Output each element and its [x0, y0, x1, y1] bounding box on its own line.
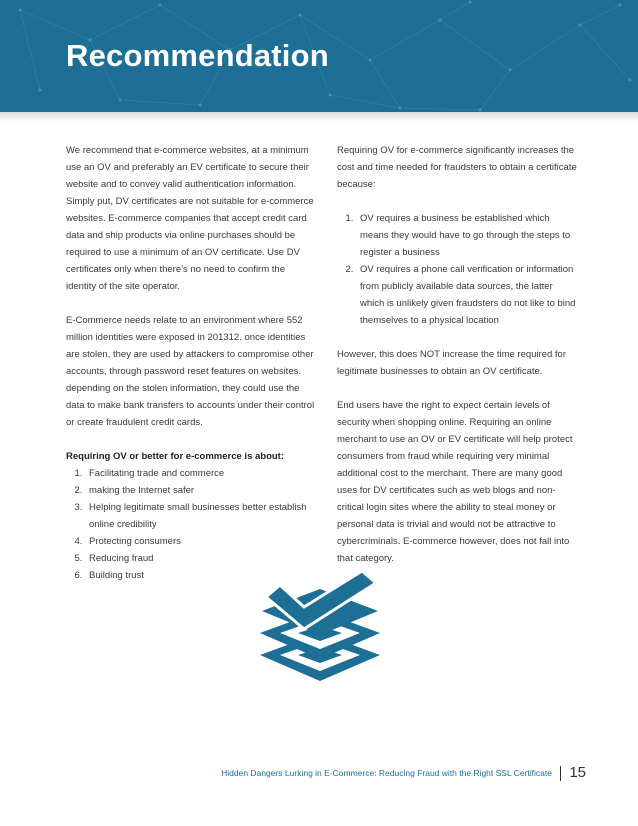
spacer [337, 329, 577, 346]
left-paragraph-1: We recommend that e-commerce websites, at a minimum use an OV and preferably an EV certificate to secure their website and to convey valid authentication information. Simply put, DV certificates are not suitable for e-commerce websites. E-commerce companies that accept credit card data and ship products via online purchases should be required to use a minimum of an OV certificate. Use DV certificates only when there’s no need to confirm the identity of the site operator. [66, 145, 314, 292]
list-item: 3. Helping legitimate small businesses better establish online credibility [85, 499, 316, 533]
list-item: 6. Building trust [85, 567, 316, 584]
right-paragraph-3: End users have the right to expect certain levels of security when shopping online. Requiring an online merchant to use an OV or EV certificate will help protect consumers from fraud while requiring very minimal additional cost to the merchant. There are many good uses for DV certificates such as web blogs and non-critical login sites where the ability to steal money or personal data is trivial and would not be attractive to cybercriminals. E-commerce however, does not fall into that category. [337, 400, 573, 564]
list-item: 5. Reducing fraud [85, 550, 316, 567]
footer-document-title: Hidden Dangers Lurking in E-Commerce: Reducing Fraud with the Right SSL Certificate [221, 768, 552, 778]
left-paragraph-2: E-Commerce needs relate to an environment where 552 million identities were exposed in 201312. once identities are stolen, they are used by attackers to compromise other accounts, through password reset features on websites. depending on the stolen information, they could use the data to make bank transfers to accounts under their control or create fraudulent credit cards. [66, 315, 315, 428]
right-paragraph-2: However, this does NOT increase the time required for legitimate businesses to obtain an OV certificate. [337, 349, 566, 377]
header-banner [0, 0, 638, 112]
right-column [337, 142, 577, 567]
benefits-list [66, 465, 316, 584]
page-number: 15 [569, 764, 586, 781]
list-item: 2. OV requires a phone call verification or information from publicly available data sources, the latter which is unlikely given fraudsters do not like to bind themselves to a physical location [356, 261, 577, 329]
spacer [66, 295, 316, 312]
footer-divider [560, 766, 561, 781]
list-heading: Requiring OV or better for e-commerce is about: [66, 451, 285, 462]
layered-checkmark-icon [258, 571, 382, 683]
spacer [66, 431, 316, 448]
list-item: 1. OV requires a business be established which means they would have to go through the steps to register a business [356, 210, 577, 261]
left-column [66, 142, 316, 584]
right-paragraph-1: Requiring OV for e-commerce significantly increases the cost and time needed for fraudsters to obtain a certificate because: [337, 145, 577, 190]
page-title: Recommendation [66, 38, 329, 73]
reasons-list [337, 210, 577, 329]
list-item: 4. Protecting consumers [85, 533, 316, 550]
banner-shadow [0, 112, 638, 122]
list-item: 2. making the Internet safer [85, 482, 316, 499]
page-footer [221, 764, 610, 782]
list-item: 1. Facilitating trade and commerce [85, 465, 316, 482]
spacer [337, 380, 577, 397]
